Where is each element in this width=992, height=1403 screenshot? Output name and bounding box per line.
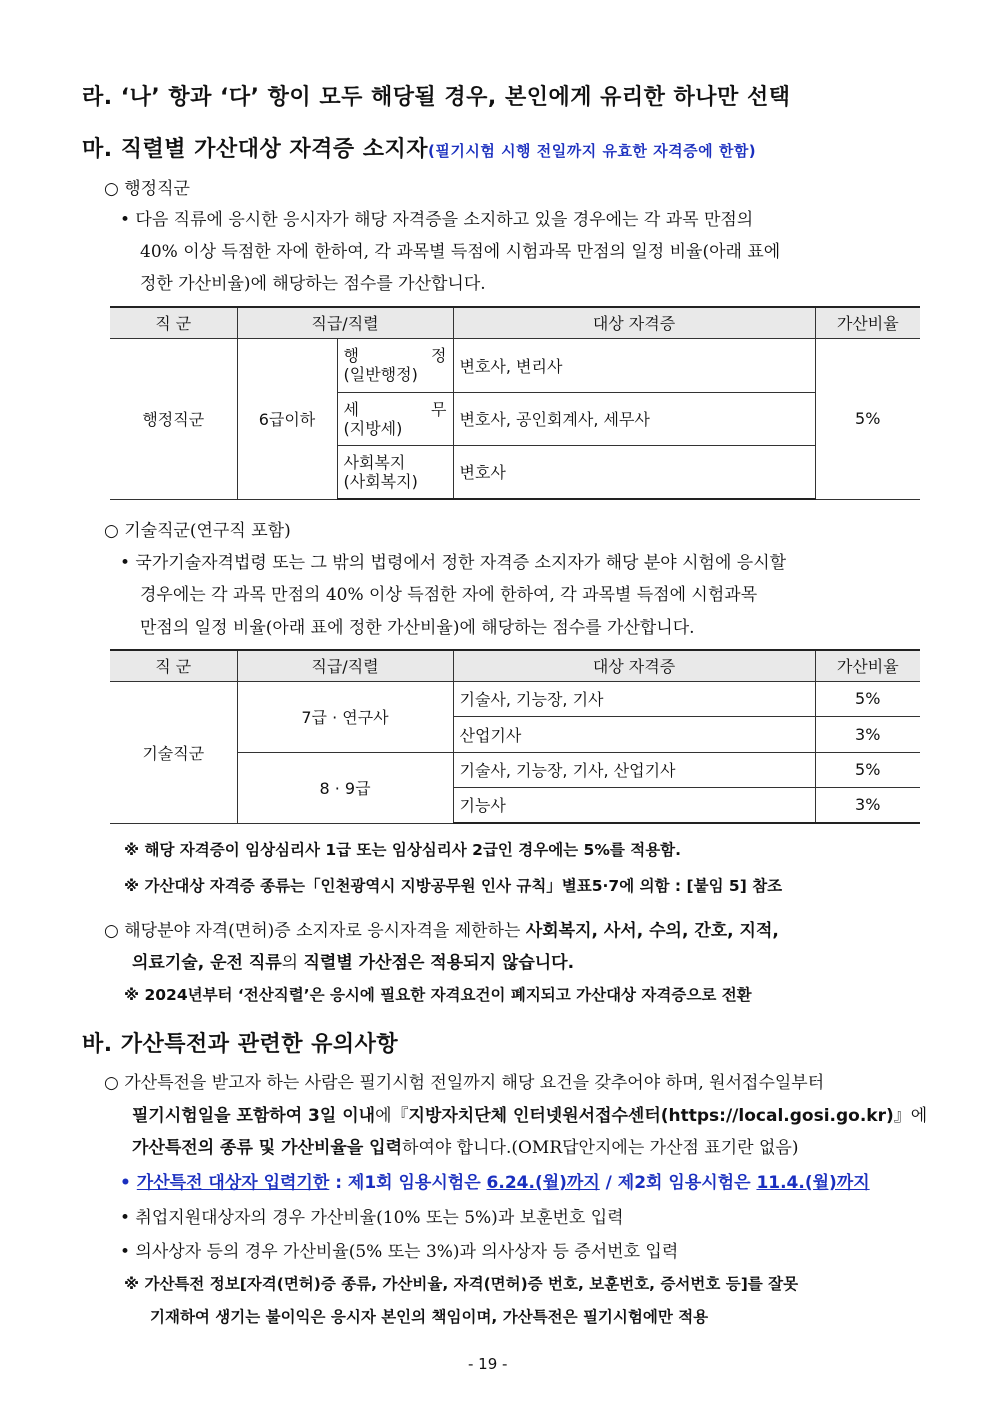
table-header-row — [110, 650, 920, 681]
note-clinical-psychologist: ※ 해당 자격증이 임상심리사 1급 또는 임상심리사 2급인 경우에는 5%를 적용함. — [124, 841, 682, 859]
section-ma-subtitle: (필기시험 시행 전일까지 유효한 자격증에 한함) — [428, 142, 757, 160]
table-header-row — [110, 307, 920, 338]
header-group: 직 군 — [110, 307, 237, 338]
section-ba-heading: 바. 가산특전과 관련한 유의사항 — [82, 1032, 399, 1057]
warning-line1: ※ 가산특전 정보[자격(면허)증 종류, 가산비율, 자격(면허)증 번호, 보훈번호, 증서번호 등]를 잘못 — [124, 1275, 799, 1293]
admin-heading: ○ 행정직군 — [104, 179, 190, 199]
cell-cert: 변호사, 변리사 — [453, 338, 815, 392]
cell-grade: 8 · 9급 — [237, 752, 453, 823]
deadline-date-first: 6.24.(월)까지 — [486, 1173, 600, 1193]
cell-rate: 3% — [815, 716, 920, 752]
ba-paragraph-line3: 가산특전의 종류 및 가산비율을 입력하여야 합니다.(OMR답안지에는 가산점 표기란 없음) — [132, 1138, 799, 1158]
application-center-name: 지방자치단체 인터넷원서접수센터(https://local.gosi.go.kr) — [408, 1106, 894, 1126]
header-rate: 가산비율 — [815, 307, 920, 338]
tech-bullet-line2: 경우에는 각 과목 만점의 40% 이상 득점한 자에 한하여, 각 과목별 득점에 시험과목 — [140, 585, 758, 605]
cell-rate: 5% — [815, 681, 920, 716]
cell-series: 세 무 (지방세) — [337, 392, 453, 445]
cell-rate: 5% — [815, 752, 920, 787]
tech-heading: ○ 기술직군(연구직 포함) — [104, 521, 291, 541]
section-ma-heading — [82, 132, 756, 163]
admin-bonus-table — [110, 306, 920, 500]
exclusion-statement: 직렬별 가산점은 적용되지 않습니다. — [303, 953, 575, 973]
section-ra-heading: 라. ‘나’ 항과 ‘다’ 항이 모두 해당될 경우, 본인에게 유리한 하나만 선택 — [82, 85, 791, 110]
header-cert: 대상 자격증 — [453, 307, 815, 338]
section-ma-title: 마. 직렬별 가산대상 자격증 소지자 — [82, 137, 429, 162]
header-cert: 대상 자격증 — [453, 650, 815, 681]
admin-bullet-line1: • 다음 직류에 응시한 응시자가 해당 자격증을 소지하고 있을 경우에는 각 과목 만점의 — [120, 210, 754, 230]
header-group: 직 군 — [110, 650, 237, 681]
tech-bullet-line1: • 국가기술자격법령 또는 그 밖의 법령에서 정한 자격증 소지자가 해당 분야 시험에 응시할 — [120, 553, 787, 573]
header-grade-series: 직급/직렬 — [237, 307, 453, 338]
header-rate: 가산비율 — [815, 650, 920, 681]
header-grade-series: 직급/직렬 — [237, 650, 453, 681]
ba-paragraph-line2: 필기시험일을 포함하여 3일 이내에『지방자치단체 인터넷원서접수센터(https://local.gosi.go.kr)』에 — [132, 1106, 928, 1126]
deadline-date-second: 11.4.(월)까지 — [756, 1173, 870, 1193]
exclusion-line2: 의료기술, 운전 직류의 직렬별 가산점은 적용되지 않습니다. — [132, 953, 575, 973]
veterans-bullet: • 취업지원대상자의 경우 가산비율(10% 또는 5%)과 보훈번호 입력 — [120, 1208, 624, 1228]
ba-paragraph-line1: ○ 가산특전을 받고자 하는 사람은 필기시험 전일까지 해당 요건을 갖추어야 하며, 원서접수일부터 — [104, 1073, 825, 1093]
table-row — [110, 338, 920, 392]
deadline-label: 가산특전 대상자 입력기한 — [136, 1173, 330, 1193]
tech-bullet-line3: 만점의 일정 비율(아래 표에 정한 가산비율)에 해당하는 점수를 가산합니다. — [140, 618, 695, 638]
cell-cert: 변호사 — [453, 445, 815, 499]
warning-line2: 기재하여 생기는 불이익은 응시자 본인의 책임이며, 가산특전은 필기시험에만 적용 — [150, 1308, 709, 1326]
page-number: - 19 - — [468, 1355, 508, 1373]
note-it-series: ※ 2024년부터 ‘전산직렬’은 응시에 필요한 자격요건이 폐지되고 가산대상 자격증으로 전환 — [124, 986, 752, 1004]
cell-cert: 기능사 — [453, 787, 815, 823]
cell-rate: 3% — [815, 787, 920, 823]
tech-bonus-table — [110, 649, 920, 824]
table-row — [110, 681, 920, 716]
cell-series: 사회복지 (사회복지) — [337, 445, 453, 499]
cell-cert: 변호사, 공인회계사, 세무사 — [453, 392, 815, 445]
cell-cert: 기술사, 기능장, 기사, 산업기사 — [453, 752, 815, 787]
victims-bullet: • 의사상자 등의 경우 가산비율(5% 또는 3%)과 의사상자 등 증서번호 입력 — [120, 1242, 679, 1262]
cell-cert: 산업기사 — [453, 716, 815, 752]
admin-bullet-line3: 정한 가산비율)에 해당하는 점수를 가산합니다. — [140, 274, 486, 294]
note-cert-rules: ※ 가산대상 자격증 종류는「인천광역시 지방공무원 인사 규칙」별표5·7에 의함 : [붙임 5] 참조 — [124, 877, 783, 895]
cell-grade: 6급이하 — [237, 338, 337, 499]
cell-rate: 5% — [815, 338, 920, 499]
cell-group: 행정직군 — [110, 338, 237, 499]
cell-series: 행 정 (일반행정) — [337, 338, 453, 392]
admin-bullet-line2: 40% 이상 득점한 자에 한하여, 각 과목별 득점에 시험과목 만점의 일정 비율(아래 표에 — [140, 242, 781, 262]
deadline-bullet: • 가산특전 대상자 입력기한 : 제1회 임용시험은 6.24.(월)까지 / 제2회 임용시험은 11.4.(월)까지 — [120, 1173, 870, 1193]
exclusion-line1: ○ 해당분야 자격(면허)증 소지자로 응시자격을 제한하는 사회복지, 사서, 수의, 간호, 지적, — [104, 921, 779, 941]
cell-cert: 기술사, 기능장, 기사 — [453, 681, 815, 716]
excluded-series-list: 사회복지, 사서, 수의, 간호, 지적, — [525, 921, 779, 941]
cell-group: 기술직군 — [110, 681, 237, 823]
cell-grade: 7급 · 연구사 — [237, 681, 453, 752]
